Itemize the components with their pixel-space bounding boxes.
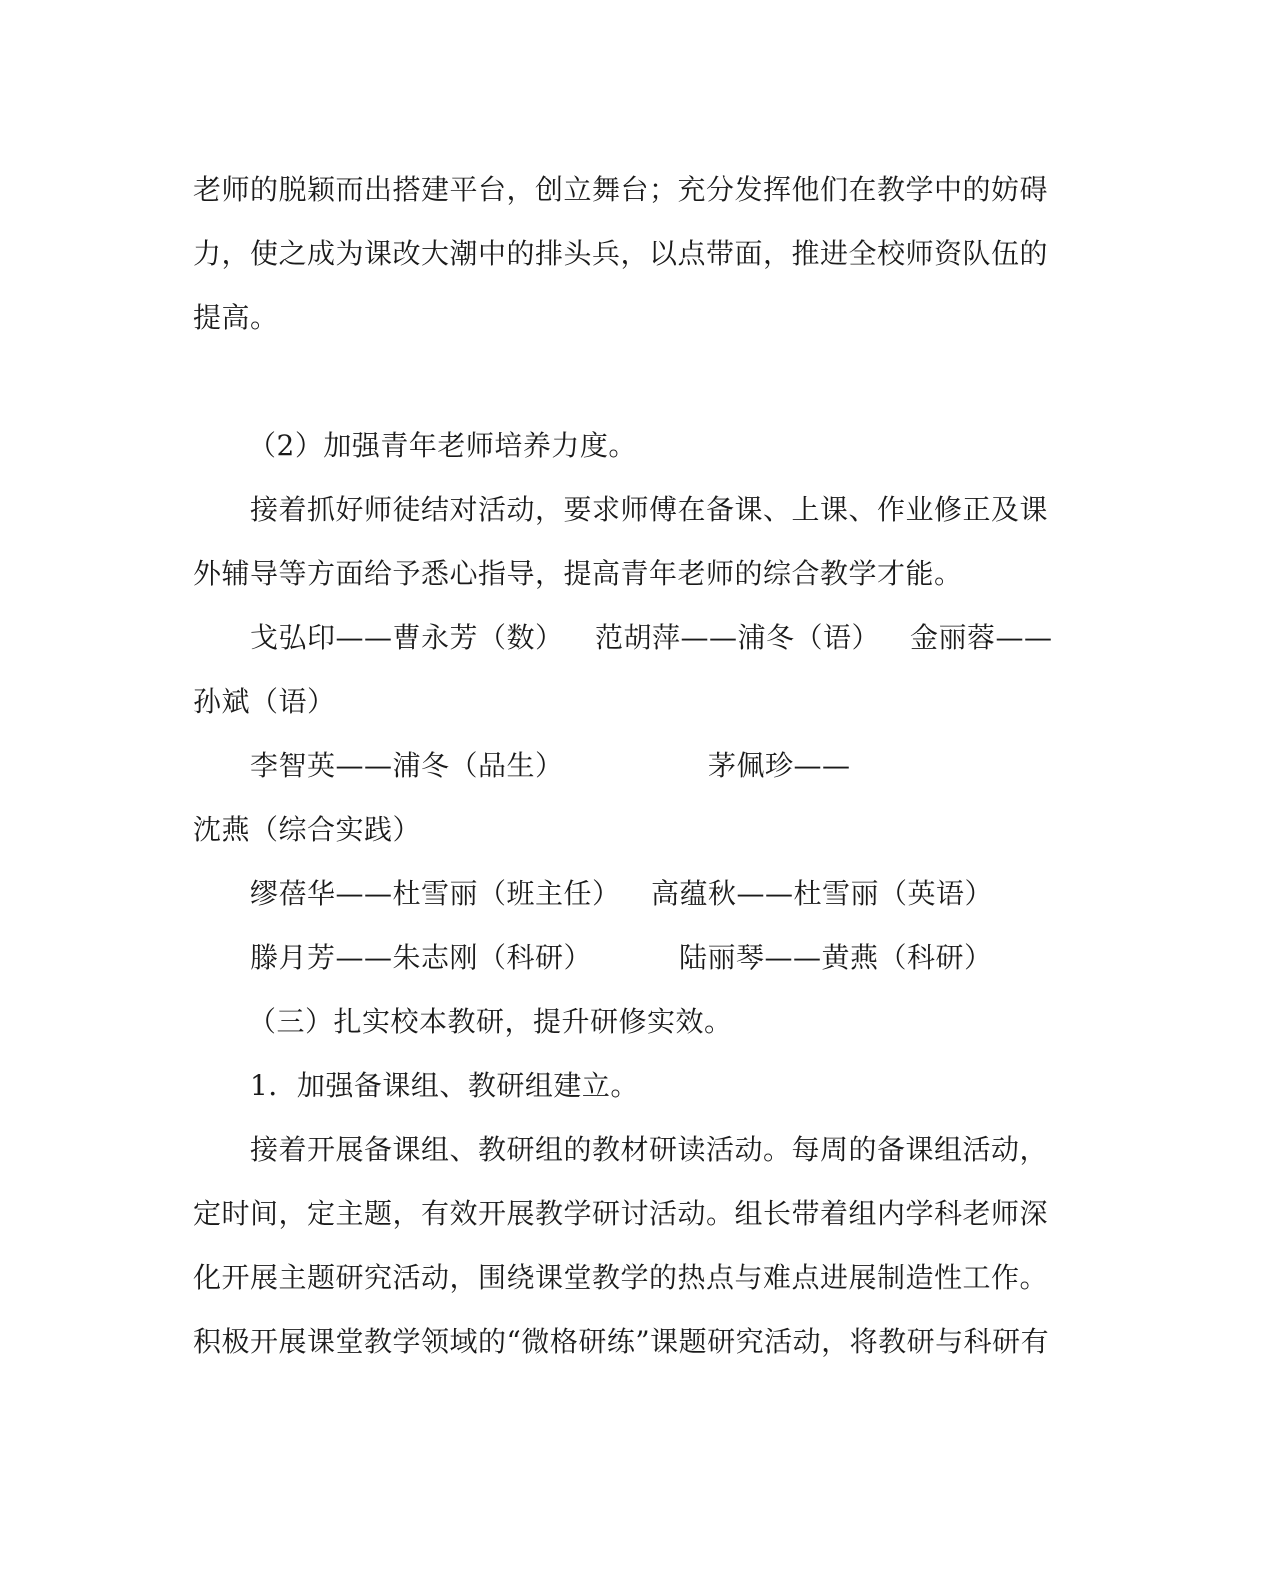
paragraph-line: 化开展主题研究活动，围绕课堂教学的热点与难点进展制造性工作。 [193, 1261, 1049, 1294]
mentor-pair: 陆丽琴——黄燕（科研） [679, 941, 993, 974]
section-heading: （2）加强青年老师培养力度。 [248, 429, 637, 462]
mentor-pair: 缪蓓华——杜雪丽（班主任） [250, 877, 621, 910]
mentor-pair: 茅佩珍—— [708, 749, 851, 782]
mentor-pair: 滕月芳——朱志刚（科研） [250, 941, 593, 974]
mentor-pair: 李智英——浦冬（品生） [250, 749, 564, 782]
paragraph-line: 老师的脱颖而出搭建平台，创立舞台；充分发挥他们在教学中的妨碍 [193, 173, 1049, 206]
paragraph-line: 接着开展备课组、教研组的教材研读活动。每周的备课组活动， [250, 1133, 1049, 1166]
section-heading: （三）扎实校本教研，提升研修实效。 [248, 1005, 733, 1038]
paragraph-line: 力，使之成为课改大潮中的排头兵，以点带面，推进全校师资队伍的 [193, 237, 1049, 270]
mentor-pair-row [0, 618, 1275, 658]
paragraph-line: 接着抓好师徒结对活动，要求师傅在备课、上课、作业修正及课 [250, 493, 1049, 526]
mentor-pair: 戈弘印——曹永芳（数） [250, 621, 564, 654]
paragraph-line: 提高。 [193, 301, 279, 334]
mentor-pair: 范胡萍——浦冬（语） [595, 621, 881, 654]
mentor-pair-continuation: 孙斌（语） [193, 685, 336, 718]
paragraph-line: 外辅导等方面给予悉心指导，提高青年老师的综合教学才能。 [193, 557, 963, 590]
mentor-pair-row [0, 746, 1275, 786]
mentor-pair-row [0, 874, 1275, 914]
mentor-pair: 金丽蓉—— [910, 621, 1053, 654]
paragraph-line: 定时间，定主题，有效开展教学研讨活动。组长带着组内学科老师深 [193, 1197, 1049, 1230]
mentor-pair-continuation: 沈燕（综合实践） [193, 813, 422, 846]
mentor-pair-row [0, 938, 1275, 978]
paragraph-line: 积极开展课堂教学领域的“微格研练”课题研究活动，将教研与科研有 [193, 1325, 1050, 1358]
mentor-pair: 高蕴秋——杜雪丽（英语） [651, 877, 994, 910]
subsection-heading: 1．加强备课组、教研组建立。 [250, 1069, 639, 1102]
